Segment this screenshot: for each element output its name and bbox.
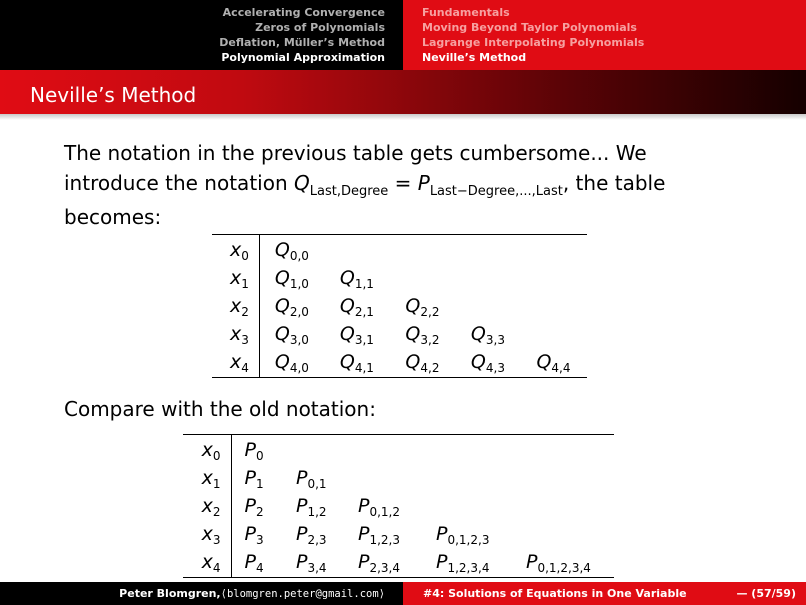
new-table-cell-symbol: Q: [274, 351, 290, 373]
intro-paragraph: [64, 138, 754, 232]
new-table-cell: [325, 265, 391, 293]
old-table-cell-symbol: P: [296, 467, 308, 489]
new-table-cell: [521, 235, 587, 266]
old-table-x-subscript: 1: [212, 477, 221, 491]
old-table-cell: [283, 549, 345, 578]
new-table-cell-subscript: 3,0: [289, 333, 309, 347]
new-table-cell-symbol: Q: [274, 267, 290, 289]
old-table-x-symbol: x: [201, 523, 213, 545]
new-table-cell: [390, 235, 456, 266]
new-table-cell-symbol: Q: [405, 295, 421, 317]
new-table-row: [212, 235, 587, 266]
compare-text: Compare with the old notation:: [64, 397, 376, 421]
old-table-cell-subscript: 3,4: [307, 561, 327, 575]
new-table-cell-symbol: Q: [536, 351, 552, 373]
old-table-cell-symbol: P: [244, 467, 256, 489]
new-table-cell: [456, 293, 522, 321]
new-table-row: [212, 293, 587, 321]
old-table-cell: [423, 521, 513, 549]
nav-section-accelerating-convergence[interactable]: Accelerating Convergence: [222, 6, 385, 19]
old-table-cell: [345, 435, 423, 466]
new-table-cell: [259, 321, 325, 349]
nav-section-zeros-of-polynomials[interactable]: Zeros of Polynomials: [255, 21, 385, 34]
footer-lecture-block: [403, 582, 806, 605]
footer-email: ⟨blomgren.peter@gmail.com⟩: [220, 587, 385, 600]
new-table-cell-symbol: Q: [274, 323, 290, 345]
old-table-cell: [513, 549, 614, 578]
new-table-x-symbol: x: [229, 239, 242, 261]
old-table-x-symbol: x: [201, 551, 213, 573]
header-navigation: [0, 0, 806, 70]
footer-author: Peter Blomgren,: [119, 587, 221, 600]
new-table-cell-subscript: 4,3: [485, 361, 505, 375]
old-table-cell: [423, 465, 513, 493]
new-table-cell-symbol: Q: [274, 239, 290, 261]
new-table-row: [212, 349, 587, 378]
old-table-row: [183, 465, 614, 493]
old-table-x-label: [183, 493, 231, 521]
new-table-cell: [390, 293, 456, 321]
old-table-cell-subscript: 0,1: [307, 477, 327, 491]
new-table-cell-subscript: 1,0: [289, 277, 309, 291]
new-table-cell-subscript: 2,0: [289, 305, 309, 319]
old-table-row: [183, 435, 614, 466]
old-table-cell: [283, 521, 345, 549]
footer: [0, 582, 806, 605]
old-table-cell-subscript: 2,3: [307, 533, 327, 547]
old-table-cell-symbol: P: [296, 523, 308, 545]
old-table-cell-subscript: 3: [255, 533, 264, 547]
math-q-subscript: Last,Degree: [309, 184, 389, 199]
new-table-cell: [390, 349, 456, 378]
footer-page-number: — (57/59): [736, 587, 796, 600]
old-table-x-subscript: 3: [212, 533, 221, 547]
old-table-cell: [513, 435, 614, 466]
new-table-cell: [456, 321, 522, 349]
old-table-cell-symbol: P: [244, 495, 256, 517]
subsection-nav: [403, 0, 806, 70]
old-table-cell: [231, 521, 283, 549]
old-table-cell: [231, 435, 283, 466]
nav-subsection-moving-beyond-taylor[interactable]: Moving Beyond Taylor Polynomials: [422, 21, 637, 34]
footer-author-block: [0, 582, 403, 605]
new-table-cell: [521, 265, 587, 293]
new-table-cell: [456, 235, 522, 266]
new-table-cell: [325, 235, 391, 266]
section-nav: [0, 0, 403, 70]
old-table-cell-symbol: P: [244, 523, 256, 545]
nav-subsection-nevilles-method[interactable]: Neville’s Method: [422, 51, 527, 64]
new-table-cell: [259, 293, 325, 321]
new-notation-table: [212, 234, 587, 378]
new-table-cell: [325, 321, 391, 349]
old-table-row: [183, 521, 614, 549]
new-table-x-symbol: x: [229, 351, 242, 373]
nav-section-polynomial-approximation[interactable]: Polynomial Approximation: [221, 51, 385, 64]
intro-line-2: [64, 168, 754, 202]
new-table-cell-symbol: Q: [274, 295, 290, 317]
new-table-cell-subscript: 3,2: [420, 333, 440, 347]
intro-line-3: becomes:: [64, 205, 162, 229]
new-table-cell: [390, 321, 456, 349]
old-table-x-label: [183, 465, 231, 493]
old-table-cell-symbol: P: [526, 551, 538, 573]
old-table-row: [183, 493, 614, 521]
new-table-cell: [456, 265, 522, 293]
new-table-cell-subscript: 3,3: [485, 333, 505, 347]
old-table-cell-symbol: P: [358, 523, 370, 545]
new-table-x-label: [212, 321, 259, 349]
new-table-row: [212, 265, 587, 293]
old-table-cell-subscript: 1,2,3: [369, 533, 401, 547]
old-table-x-symbol: x: [201, 467, 213, 489]
new-table-x-subscript: 1: [241, 277, 249, 291]
new-table-cell-symbol: Q: [339, 267, 355, 289]
old-table-cell-subscript: 0,1,2: [369, 505, 401, 519]
old-table-cell-subscript: 4: [255, 561, 264, 575]
new-table-cell: [390, 265, 456, 293]
old-table-cell-symbol: P: [296, 495, 308, 517]
old-table-cell-subscript: 0,1,2,3: [447, 533, 490, 547]
old-table-cell-symbol: P: [244, 439, 256, 461]
footer-lecture-title: #4: Solutions of Equations in One Variable: [423, 587, 687, 600]
old-table-cell: [513, 493, 614, 521]
new-table-cell-subscript: 2,1: [354, 305, 374, 319]
old-table-cell: [283, 435, 345, 466]
new-table-cell: [325, 349, 391, 378]
new-table-cell-subscript: 4,0: [289, 361, 309, 375]
old-table-cell: [283, 493, 345, 521]
new-table-cell-subscript: 4,2: [420, 361, 440, 375]
nav-subsection-fundamentals[interactable]: Fundamentals: [422, 6, 510, 19]
old-table-cell-symbol: P: [244, 551, 256, 573]
new-table-cell: [259, 235, 325, 266]
new-table-x-label: [212, 265, 259, 293]
nav-section-deflation-mullers-method[interactable]: Deflation, Müller’s Method: [219, 36, 385, 49]
old-table-cell: [345, 493, 423, 521]
new-table-cell-symbol: Q: [339, 351, 355, 373]
new-table-cell-subscript: 4,1: [354, 361, 374, 375]
intro-line-2-tail: , the table: [562, 171, 666, 195]
old-table-cell: [345, 465, 423, 493]
new-table-cell-symbol: Q: [470, 351, 486, 373]
old-table-cell-subscript: 0: [255, 449, 264, 463]
old-table-cell-subscript: 2: [255, 505, 264, 519]
old-table-x-label: [183, 435, 231, 466]
frame-title-bar: [0, 70, 806, 114]
new-table-x-subscript: 3: [241, 333, 249, 347]
math-equals: =: [388, 171, 418, 195]
new-table-x-label: [212, 349, 259, 378]
new-table-x-label: [212, 235, 259, 266]
old-table-cell: [513, 521, 614, 549]
new-table-cell: [456, 349, 522, 378]
old-table-x-subscript: 0: [212, 449, 221, 463]
math-q-symbol: Q: [293, 171, 310, 195]
old-table-cell-symbol: P: [358, 495, 370, 517]
old-table-cell: [231, 549, 283, 578]
new-table-cell: [325, 293, 391, 321]
old-table-cell-symbol: P: [296, 551, 308, 573]
old-table-x-symbol: x: [201, 439, 213, 461]
old-table-cell: [283, 465, 345, 493]
old-table-x-label: [183, 521, 231, 549]
old-table-cell: [345, 549, 423, 578]
new-table-cell-symbol: Q: [405, 323, 421, 345]
new-table-x-symbol: x: [229, 323, 242, 345]
new-table-cell-subscript: 3,1: [354, 333, 374, 347]
new-table-cell-subscript: 4,4: [551, 361, 571, 375]
old-table-cell-subscript: 0,1,2,3,4: [537, 561, 591, 575]
old-table-cell-subscript: 1: [255, 477, 264, 491]
old-table-cell-subscript: 1,2,3,4: [447, 561, 490, 575]
nav-subsection-lagrange-interpolating[interactable]: Lagrange Interpolating Polynomials: [422, 36, 645, 49]
new-table-cell-subscript: 1,1: [354, 277, 374, 291]
intro-line-2-text: introduce the notation: [64, 171, 294, 195]
new-table-cell: [259, 265, 325, 293]
new-table-x-label: [212, 293, 259, 321]
new-table-x-symbol: x: [229, 295, 242, 317]
new-table-cell-symbol: Q: [339, 295, 355, 317]
new-table-x-subscript: 4: [241, 361, 249, 375]
new-table-cell-subscript: 0,0: [289, 249, 309, 263]
old-table-x-subscript: 4: [212, 561, 221, 575]
old-table-cell: [231, 493, 283, 521]
old-table-x-symbol: x: [201, 495, 213, 517]
old-table-cell-symbol: P: [436, 551, 448, 573]
old-table-cell-symbol: P: [358, 551, 370, 573]
math-p-symbol: P: [417, 171, 430, 195]
old-table-cell: [345, 521, 423, 549]
new-table-cell-subscript: 2,2: [420, 305, 440, 319]
new-table-x-subscript: 2: [241, 305, 249, 319]
math-p-subscript: Last−Degree,...,Last: [429, 184, 563, 199]
intro-line-1: The notation in the previous table gets cumbersome... We: [64, 141, 647, 165]
new-table-cell-symbol: Q: [470, 323, 486, 345]
old-table-cell: [423, 493, 513, 521]
new-table-cell: [259, 349, 325, 378]
new-table-cell: [521, 349, 587, 378]
old-table-row: [183, 549, 614, 578]
old-table-cell: [513, 465, 614, 493]
new-table-cell-symbol: Q: [405, 351, 421, 373]
old-notation-table: [183, 434, 614, 578]
title-bar-shadow: [0, 114, 806, 120]
new-table-x-subscript: 0: [241, 249, 249, 263]
frame-title: Neville’s Method: [30, 83, 197, 107]
old-table-cell-subscript: 1,2: [307, 505, 327, 519]
new-table-cell: [521, 293, 587, 321]
old-table-cell-symbol: P: [436, 523, 448, 545]
old-table-x-subscript: 2: [212, 505, 221, 519]
old-table-cell: [231, 465, 283, 493]
old-table-cell: [423, 435, 513, 466]
new-table-row: [212, 321, 587, 349]
new-table-cell-symbol: Q: [339, 323, 355, 345]
new-table-x-symbol: x: [229, 267, 242, 289]
old-table-x-label: [183, 549, 231, 578]
new-table-cell: [521, 321, 587, 349]
old-table-cell: [423, 549, 513, 578]
old-table-cell-subscript: 2,3,4: [369, 561, 401, 575]
